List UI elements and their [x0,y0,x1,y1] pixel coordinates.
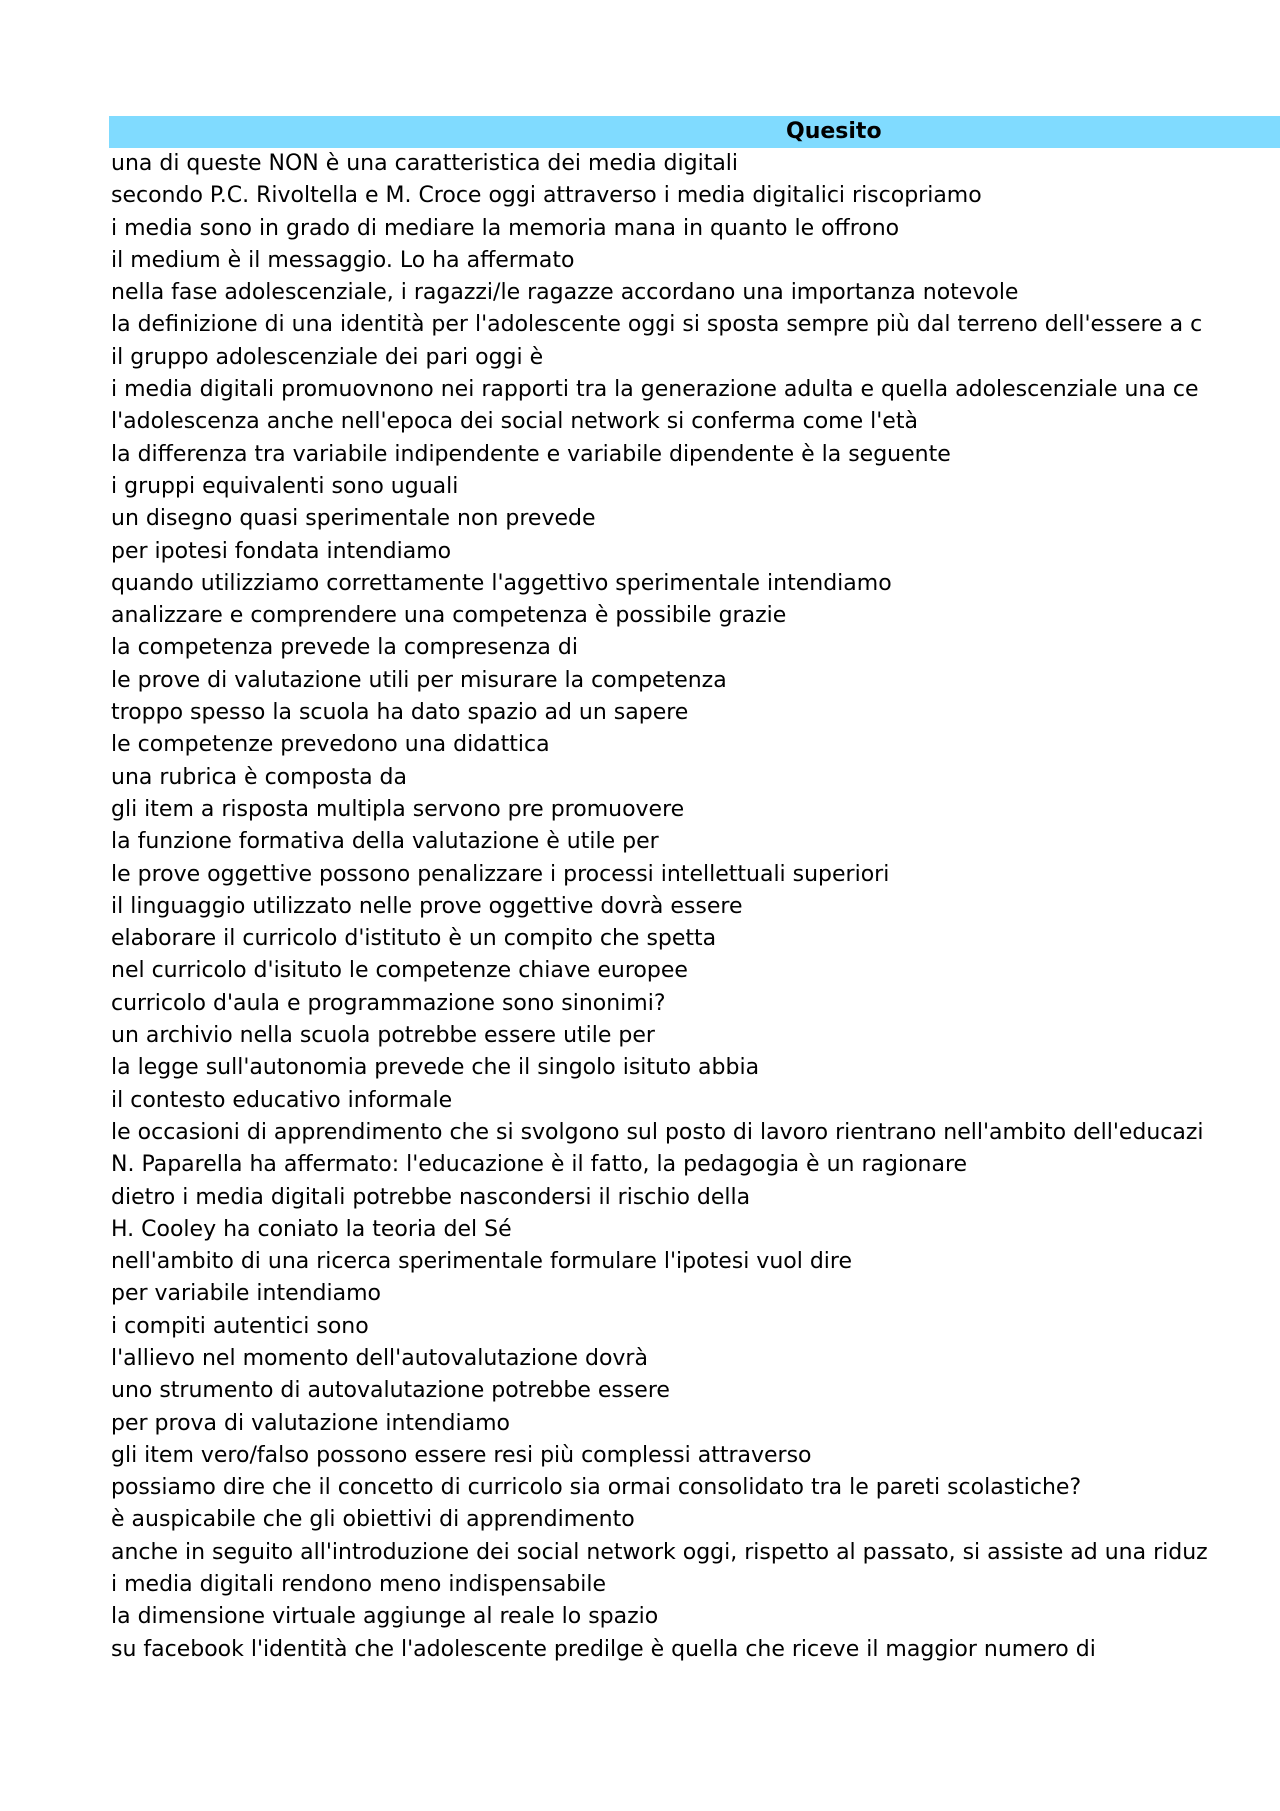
question-row: il linguaggio utilizzato nelle prove oggettive dovrà essere [111,893,743,919]
question-row: quando utilizziamo correttamente l'aggettivo sperimentale intendiamo [111,570,892,596]
question-row: analizzare e comprendere una competenza è possibile grazie [111,603,787,629]
column-header [109,116,1280,148]
question-row: le prove di valutazione utili per misurare la competenza [111,667,727,693]
question-row: l'allievo nel momento dell'autovalutazione dovrà [111,1345,648,1371]
question-row: i media sono in grado di mediare la memoria mana in quanto le offrono [111,215,900,241]
question-row: un disegno quasi sperimentale non prevede [111,506,596,532]
question-row: uno strumento di autovalutazione potrebbe essere [111,1378,670,1404]
question-row: secondo P.C. Rivoltella e M. Croce oggi attraverso i media digitalici riscopriamo [111,183,982,209]
question-row: la funzione formativa della valutazione è utile per [111,829,659,855]
question-row: per prova di valutazione intendiamo [111,1410,510,1436]
question-row: i gruppi equivalenti sono uguali [111,473,459,499]
question-list [109,148,1280,1666]
question-row: anche in seguito all'introduzione dei social network oggi, rispetto al passato, si assiste ad una riduz [111,1539,1208,1565]
question-row: il medium è il messaggio. Lo ha affermato [111,247,575,273]
question-row: nella fase adolescenziale, i ragazzi/le ragazze accordano una importanza notevole [111,280,1019,306]
question-row: H. Cooley ha coniato la teoria del Sé [111,1216,512,1242]
question-row: la differenza tra variabile indipendente e variabile dipendente è la seguente [111,441,951,467]
question-row: i compiti autentici sono [111,1313,369,1339]
question-row: l'adolescenza anche nell'epoca dei social network si conferma come l'età [111,409,918,435]
spreadsheet-page [109,116,1280,1666]
question-row: N. Paparella ha affermato: l'educazione è il fatto, la pedagogia è un ragionare [111,1152,968,1178]
question-row: gli item vero/falso possono essere resi più complessi attraverso [111,1442,812,1468]
question-row: elaborare il curricolo d'istituto è un compito che spetta [111,926,717,952]
question-row: possiamo dire che il concetto di curricolo sia ormai consolidato tra le pareti scolastiche? [111,1475,1082,1501]
column-header-label: Quesito [786,119,882,144]
question-row: nell'ambito di una ricerca sperimentale formulare l'ipotesi vuol dire [111,1249,852,1275]
question-row: la competenza prevede la compresenza di [111,635,578,661]
question-row: i media digitali promuovnono nei rapporti tra la generazione adulta e quella adolescenziale una ce [111,377,1199,403]
question-row: troppo spesso la scuola ha dato spazio ad un sapere [111,700,689,726]
question-row: una rubrica è composta da [111,764,407,790]
question-row: un archivio nella scuola potrebbe essere utile per [111,1023,655,1049]
question-row: la legge sull'autonomia prevede che il singolo isituto abbia [111,1055,760,1081]
question-row: il gruppo adolescenziale dei pari oggi è [111,344,544,370]
question-row: dietro i media digitali potrebbe nascondersi il rischio della [111,1184,751,1210]
question-row: i media digitali rendono meno indispensabile [111,1572,607,1598]
question-row: nel curricolo d'isituto le competenze chiave europee [111,958,688,984]
question-row: le prove oggettive possono penalizzare i processi intellettuali superiori [111,861,890,887]
question-row: le occasioni di apprendimento che si svolgono sul posto di lavoro rientrano nell'ambito dell'educazi [111,1119,1204,1145]
question-row: il contesto educativo informale [111,1087,453,1113]
question-row: per ipotesi fondata intendiamo [111,538,452,564]
question-row: la dimensione virtuale aggiunge al reale lo spazio [111,1604,659,1630]
question-row: le competenze prevedono una didattica [111,732,550,758]
question-row: gli item a risposta multipla servono pre promuovere [111,796,685,822]
question-row: una di queste NON è una caratteristica dei media digitali [111,151,739,176]
question-row: curricolo d'aula e programmazione sono sinonimi? [111,990,666,1016]
question-row: è auspicabile che gli obiettivi di apprendimento [111,1507,635,1533]
question-row: su facebook l'identità che l'adolescente predilge è quella che riceve il maggior numero di [111,1636,1096,1662]
question-row: per variabile intendiamo [111,1281,382,1307]
question-row: la definizione di una identità per l'adolescente oggi si sposta sempre più dal terreno dell'essere a c [111,312,1203,338]
